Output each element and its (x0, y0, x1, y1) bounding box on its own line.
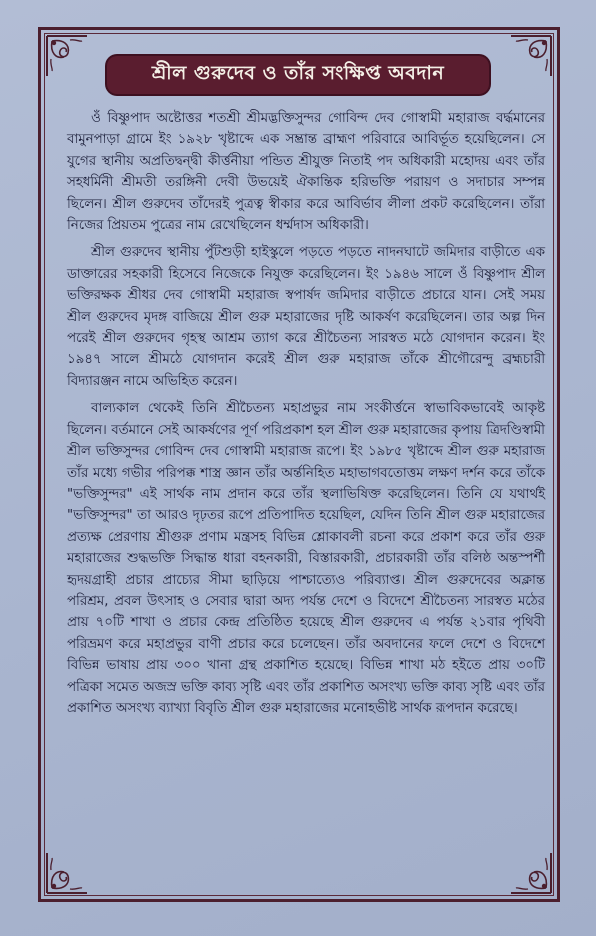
title-banner (107, 56, 489, 94)
paragraph-early-life: শ্রীল গুরুদেব স্থানীয় পুঁটশুড়ী হাইস্কুলে পড়তে পড়তে নাদনঘাটে জমিদার বাড়ীতে এক ডাক্তারের সহকারী হিসেবে নিজেকে নিযুক্ত করেছিলেন। ইং ১৯৪৬ সালে ওঁ বিষ্ণুপাদ শ্রীল ভক্তিরক্ষক শ্রীধর দেব গোস্বামী মহারাজ স্বপার্ষদ জমিদার বাড়ীতে প্রচারে যান। সেই সময় শ্রীল গুরুদেব মৃদঙ্গ বাজিয়ে শ্রীল গুরু মহারাজের দৃষ্টি আকর্ষণ করেছিলেন। তার অল্প দিন পরেই শ্রীল গুরুদেব গৃহস্থ আশ্রম ত্যাগ করে শ্রীচৈতন্য সারস্বত মঠে যোগদান করেন। ইং ১৯৪৭ সালে শ্রীমঠে যোগদান করেই শ্রীল গুরু মহারাজ তাঁকে শ্রীগৌরেন্দু ব্রহ্মচারী বিদ্যারঞ্জন নামে অভিহিত করেন। (67, 245, 545, 389)
article-body (67, 108, 545, 868)
paragraph-birth: ওঁ বিষ্ণুপাদ অষ্টোত্তর শতশ্রী শ্রীমদ্ভক্তিসুন্দর গোবিন্দ দেব গোস্বামী মহারাজ বর্দ্ধমানের বামুনপাড়া গ্রামে ইং ১৯২৮ খৃষ্টাব্দে এক সম্ভ্রান্ত ব্রাহ্মণ পরিবারে আবির্ভূত হয়েছিলেন। সে যুগের স্থানীয় অপ্রতিদ্বন্দ্বী কীর্ত্তনীয়া পন্ডিত শ্রীযুক্ত নিতাই পদ অধিকারী মহোদয় এবং তাঁর সহধর্মিনী শ্রীমতী তরঙ্গিনী দেবী উভয়েই ঐকান্তিক হরিভক্তি পরায়ণ ও সদাচার সম্পন্ন ছিলেন। শ্রীল গুরুদেব তাঁদেরই পুত্রত্ব স্বীকার করে আবির্ভাব লীলা প্রকট করেছিলেন। তাঁরা নিজের প্রিয়তম পুত্রের নাম রেখেছিলেন ধর্ম্মদাস অধিকারী। (67, 111, 545, 234)
page-title: শ্রীল গুরুদেব ও তাঁর সংক্ষিপ্ত অবদান (151, 62, 445, 84)
floral-corner-ornament-icon (508, 33, 554, 79)
floral-corner-ornament-icon (44, 33, 90, 79)
paragraph-contributions: বাল্যকাল থেকেই তিনি শ্রীচৈতন্য মহাপ্রভুর নাম সংকীর্ত্তনে স্বাভাবিকভাবেই আকৃষ্ট ছিলেন। বর্তমানে সেই আকর্ষণের পূর্ণ পরিপ্রকাশ হল শ্রীল গুরু মহারাজের কৃপায় ত্রিদণ্ডিস্বামী শ্রীল ভক্তিসুন্দর গোবিন্দ দেব গোস্বামী মহারাজ রূপে। ইং ১৯৮৫ খৃষ্টাব্দে শ্রীল গুরু মহারাজ তাঁর মধ্যে গভীর পরিপক্ক শাস্ত্র জ্ঞান তাঁর অর্ন্তনিহিত মহাভাগবতোত্তম লক্ষণ দর্শন করে তাঁকে "ভক্তিসুন্দর" এই সার্থক নাম প্রদান করে তাঁর স্থলাভিষিক্ত করেছিলেন। তিনি যে যথার্থই "ভক্তিসুন্দর" তা আরও দৃঢ়তর রূপে প্রতিপাদিত হয়েছিল, যেদিন তিনি শ্রীল গুরু মহারাজের প্রত্যক্ষ প্রেরণায় শ্রীগুরু প্রণাম মন্ত্রসহ বিভিন্ন শ্লোকাবলী রচনা করে প্রকাশ করে তাঁর গুরু মহারাজের শুদ্ধভক্তি সিদ্ধান্ত ধারা বহনকারী, বিস্তারকারী, প্রচারকারী তাঁর বলিষ্ঠ অন্তস্পর্শী হৃদয়গ্রাহী প্রচার প্রাচ্যের সীমা ছাড়িয়ে পাশ্চাত্যেও পরিব্যাপ্ত। শ্রীল গুরুদেবের অক্লান্ত পরিশ্রম, প্রবল উৎসাহ ও সেবার দ্বারা অদ্য পর্যন্ত দেশে ও বিদেশে শ্রীচৈতন্য সারস্বত মঠের প্রায় ৭০টি শাখা ও প্রচার কেন্দ্র প্রতিষ্ঠিত হয়েছে শ্রীল গুরুদেব এ পর্যন্ত ২১বার পৃথিবী পরিভ্রমণ করে মহাপ্রভুর বাণী প্রচার করে চলেছেন। তাঁর অবদানের ফলে দেশে ও বিদেশে বিভিন্ন ভাষায় প্রায় ৩০০ খানা গ্রন্থ প্রকাশিত হয়েছে। বিভিন্ন শাখা মঠ হইতে প্রায় ৩০টি পত্রিকা সমেত অজস্র ভক্তি কাব্য সৃষ্টি এবং তাঁর প্রকাশিত অসংখ্য ভক্তি কাব্য সৃষ্টি এবং তাঁর প্রকাশিত অসংখ্য ব্যাখ্যা বিবৃতি শ্রীল গুরু মহারাজের মনোহভীষ্ট সার্থক রূপদান করেছে। (67, 401, 545, 716)
